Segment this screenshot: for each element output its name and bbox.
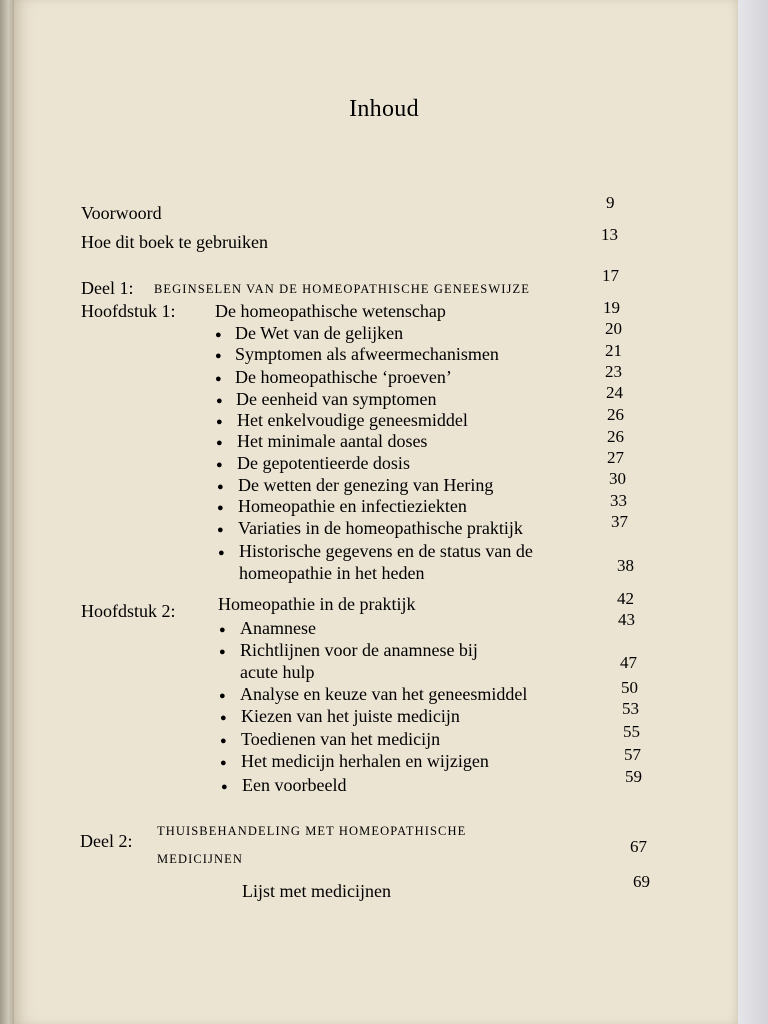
toc-entry-label: Voorwoord <box>81 203 162 223</box>
toc-page-number: 20 <box>605 319 622 338</box>
toc-page-number: 21 <box>605 341 622 360</box>
bullet-icon: ● <box>220 712 227 724</box>
bullet-icon: ● <box>215 350 222 362</box>
toc-entry-label: De wetten der genezing van Hering <box>238 475 494 495</box>
toc-entry-label: Lijst met medicijnen <box>242 881 391 901</box>
toc-entry-label: Symptomen als afweermechanismen <box>235 344 499 364</box>
part-title: BEGINSELEN VAN DE HOMEOPATHISCHE GENEESWIJZE <box>154 282 530 296</box>
toc-entry-label: Het enkelvoudige geneesmiddel <box>237 410 468 430</box>
toc-entry-label: Toedienen van het medicijn <box>241 729 441 749</box>
bullet-icon: ● <box>216 437 223 449</box>
chapter-label: Hoofdstuk 1: <box>81 301 176 321</box>
part-label: Deel 1: <box>81 278 134 298</box>
book-spine-edge <box>0 0 14 1024</box>
toc-entry-label-continued: acute hulp <box>240 662 315 682</box>
toc-entry-label: Variaties in de homeopathische praktijk <box>238 518 523 538</box>
toc-entry-label: De homeopathische ‘proeven’ <box>235 367 452 387</box>
toc-page-number: 19 <box>603 298 620 317</box>
bullet-icon: ● <box>218 547 225 559</box>
toc-page-number: 53 <box>622 699 639 718</box>
bullet-icon: ● <box>217 524 224 536</box>
toc-entry-label: Analyse en keuze van het geneesmiddel <box>240 684 528 704</box>
toc-entry-label: De gepotentieerde dosis <box>237 453 410 473</box>
toc-entry-label: Het medicijn herhalen en wijzigen <box>241 751 489 771</box>
toc-entry-label: Homeopathie en infectieziekten <box>238 496 467 516</box>
chapter-title: Homeopathie in de praktijk <box>218 594 416 614</box>
toc-page-number: 50 <box>621 678 638 697</box>
page-title: Inhoud <box>349 96 419 122</box>
toc-page-number: 24 <box>606 383 623 402</box>
toc-page-number: 59 <box>625 767 642 786</box>
toc-page-number: 47 <box>620 653 637 672</box>
toc-page-number: 27 <box>607 448 624 467</box>
toc-page-number: 38 <box>617 556 634 575</box>
toc-page-number: 37 <box>611 512 628 531</box>
bullet-icon: ● <box>215 373 222 385</box>
toc-entry-label: De Wet van de gelijken <box>235 323 404 343</box>
bullet-icon: ● <box>217 481 224 493</box>
bullet-icon: ● <box>220 735 227 747</box>
toc-entry-label: De eenheid van symptomen <box>236 389 437 409</box>
chapter-title: De homeopathische wetenschap <box>215 301 446 321</box>
toc-page-number: 55 <box>623 722 640 741</box>
background-surface <box>738 0 768 1024</box>
bullet-icon: ● <box>221 781 228 793</box>
bullet-icon: ● <box>219 624 226 636</box>
toc-page-number: 57 <box>624 745 641 764</box>
bullet-icon: ● <box>216 395 223 407</box>
toc-entry-label: Richtlijnen voor de anamnese bij <box>240 640 478 660</box>
bullet-icon: ● <box>215 329 222 341</box>
part-title: THUISBEHANDELING MET HOMEOPATHISCHE <box>157 824 467 838</box>
toc-page-number: 26 <box>607 405 624 424</box>
bullet-icon: ● <box>217 502 224 514</box>
toc-entry-label: Een voorbeeld <box>242 775 347 795</box>
toc-entry-label: Het minimale aantal doses <box>237 431 428 451</box>
toc-entry-label: Historische gegevens en de status van de <box>239 541 533 561</box>
toc-page-number: 67 <box>630 837 647 856</box>
toc-page-number: 69 <box>633 872 650 891</box>
toc-page-number: 42 <box>617 589 634 608</box>
bullet-icon: ● <box>219 690 226 702</box>
chapter-label: Hoofdstuk 2: <box>81 601 176 621</box>
toc-page-number: 17 <box>602 266 619 285</box>
part-label: Deel 2: <box>80 831 133 851</box>
toc-page-number: 33 <box>610 491 627 510</box>
toc-entry-label: Kiezen van het juiste medicijn <box>241 706 460 726</box>
toc-page-number: 13 <box>601 225 618 244</box>
bullet-icon: ● <box>220 757 227 769</box>
toc-entry-label-continued: homeopathie in het heden <box>239 563 425 583</box>
toc-page-number: 23 <box>605 362 622 381</box>
bullet-icon: ● <box>216 416 223 428</box>
toc-page-number: 9 <box>606 193 615 212</box>
toc-page-number: 30 <box>609 469 626 488</box>
toc-entry-label: Anamnese <box>240 618 316 638</box>
toc-page-number: 43 <box>618 610 635 629</box>
part-title-continued: MEDICIJNEN <box>157 852 243 866</box>
bullet-icon: ● <box>216 459 223 471</box>
toc-entry-label: Hoe dit boek te gebruiken <box>81 232 268 252</box>
toc-page-number: 26 <box>607 427 624 446</box>
bullet-icon: ● <box>219 646 226 658</box>
